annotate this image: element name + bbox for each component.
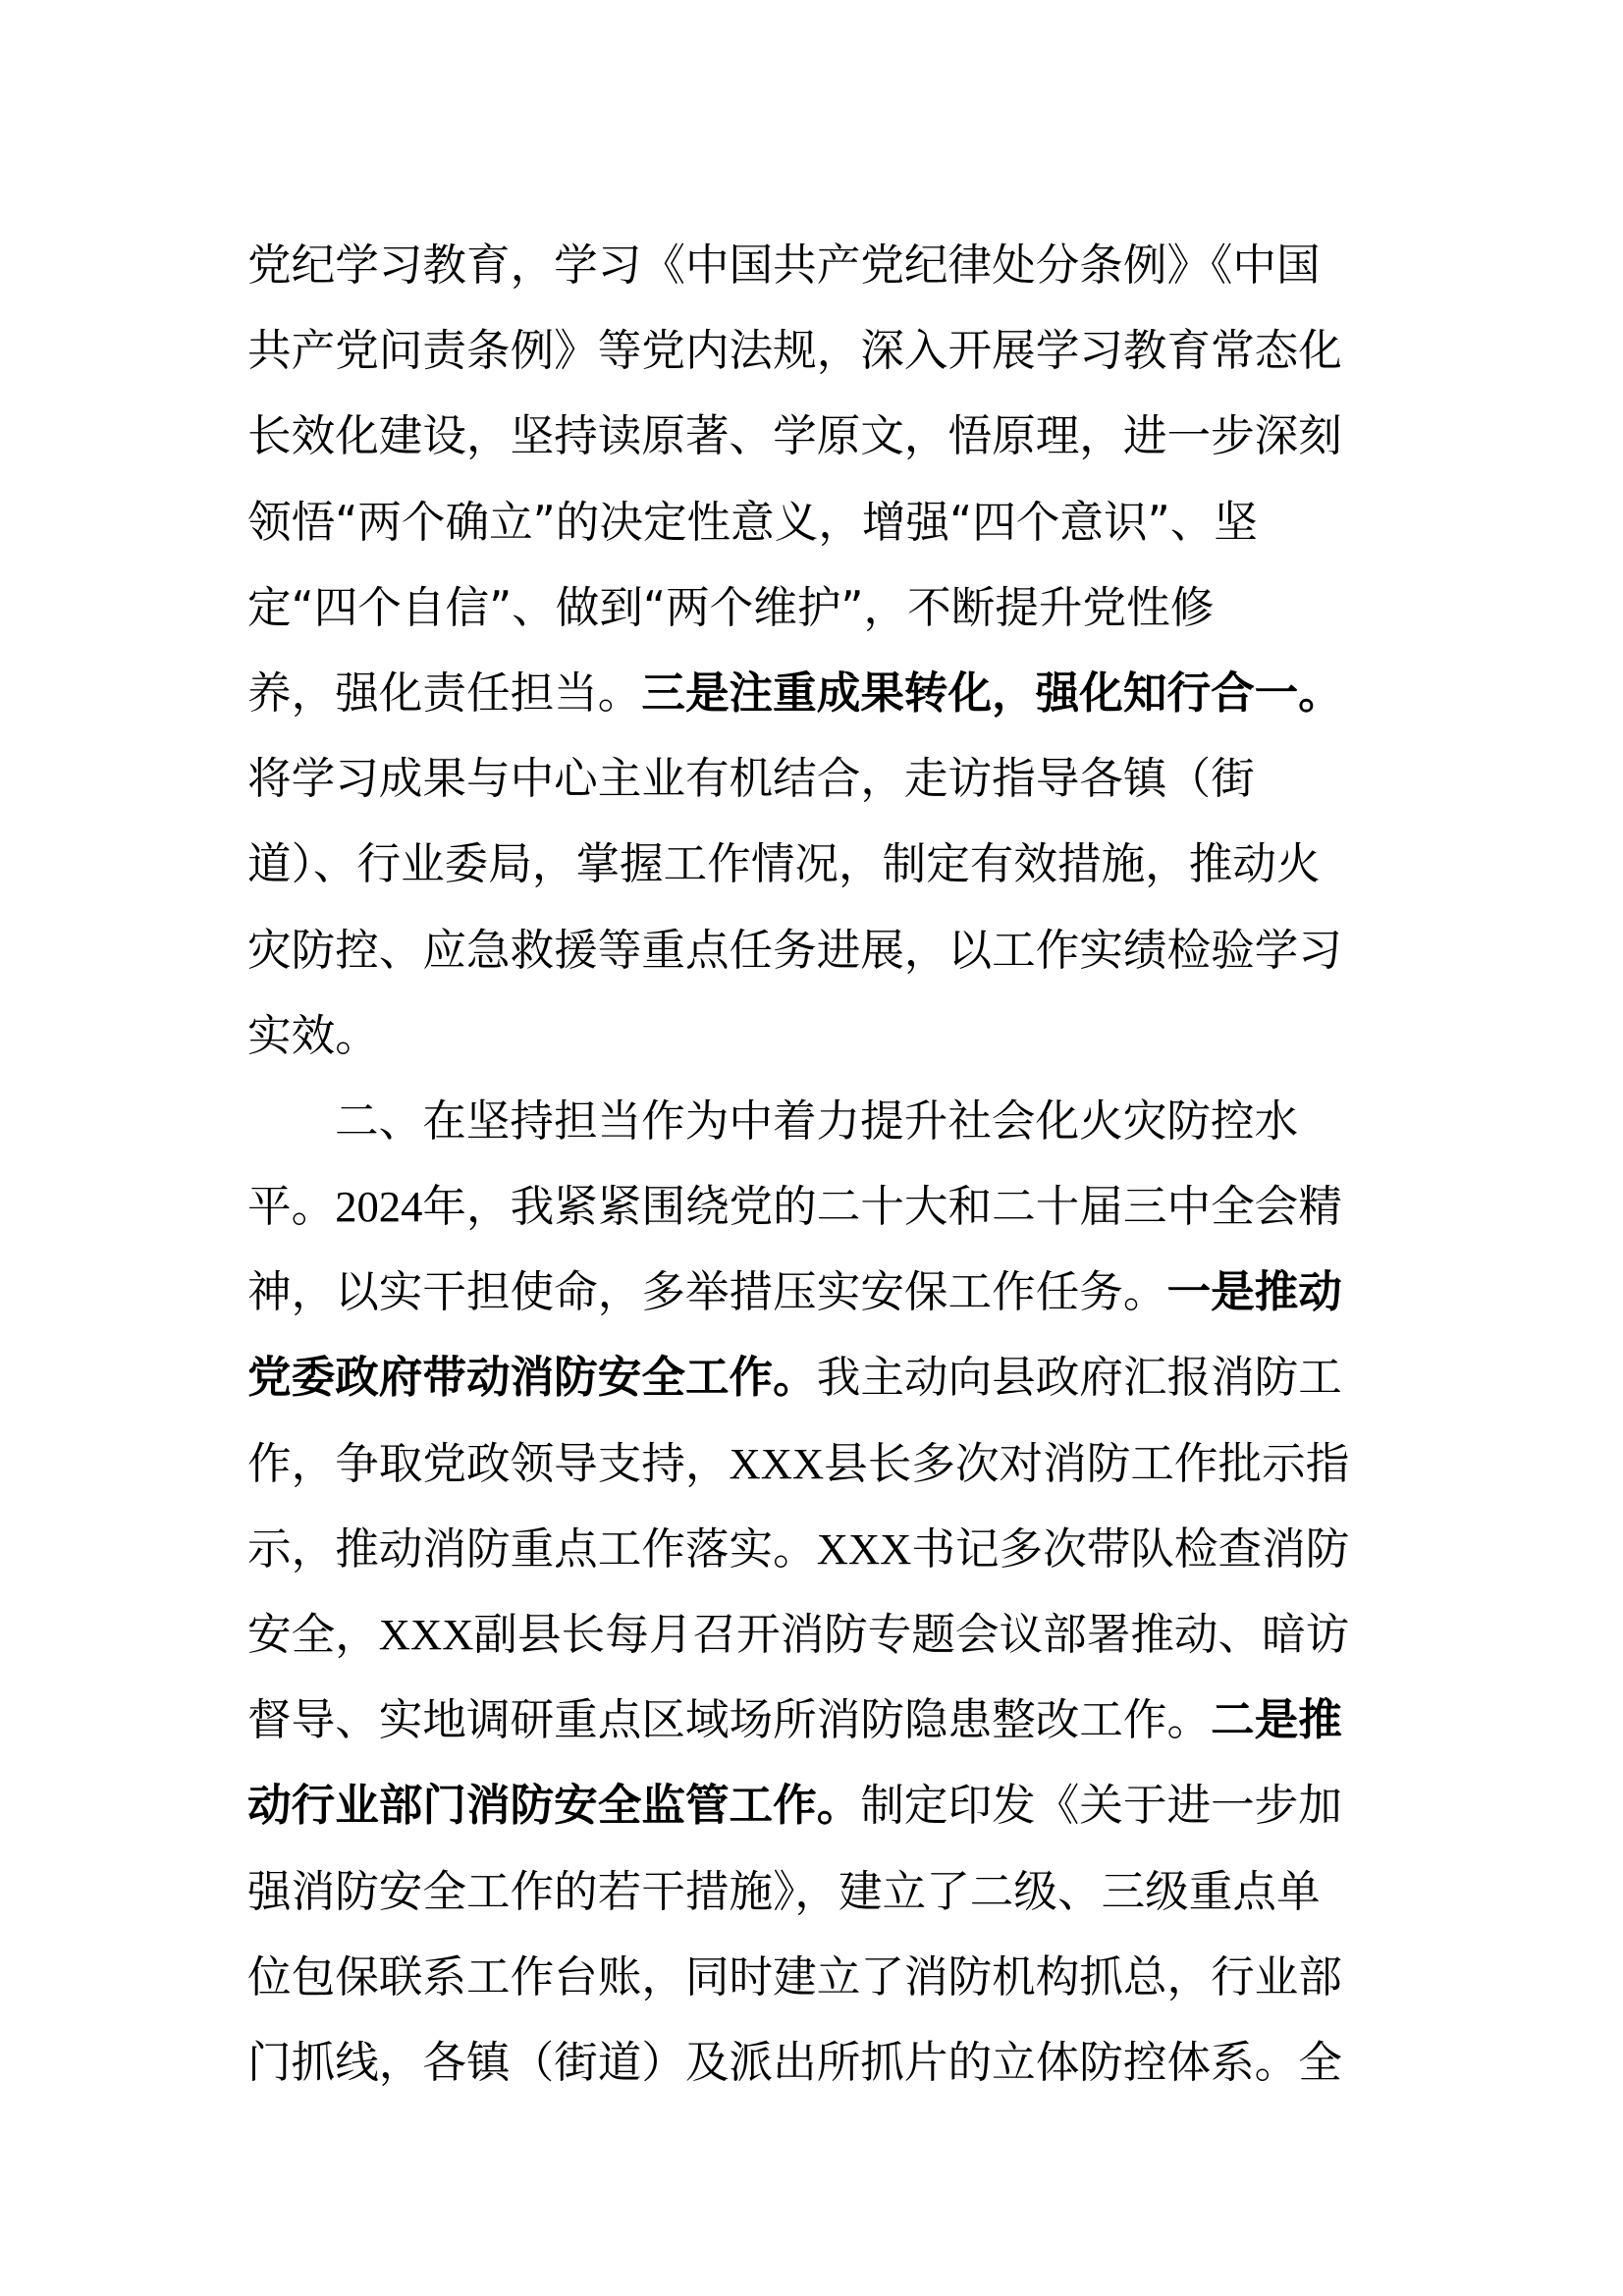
text-line (247, 1421, 1357, 1507)
text-line (247, 2020, 1357, 2106)
text-line (247, 1592, 1357, 1678)
body-text: 作，争取党政领导支持， (247, 1437, 730, 1489)
text-line (247, 651, 1357, 736)
body-text: 2024 (335, 1182, 423, 1232)
body-text: 督导、实地调研重点区域场所消防隐患整改工作。 (247, 1694, 1212, 1746)
body-text: 道）、行业委局，掌握工作情况，制定有效措施，推动火 (247, 838, 1321, 890)
body-text: 领悟“两个确立”的决定性意义，增强“四个意识”、坚 (247, 496, 1258, 548)
body-text: 平。 (247, 1181, 336, 1233)
text-line (247, 223, 1357, 308)
body-text: 神，以实干担使命，多举措压实安保工作任务。 (247, 1266, 1167, 1318)
text-line (247, 736, 1357, 822)
body-text: 实效。 (247, 1009, 379, 1061)
body-text: 示，推动消防重点工作落实。 (247, 1522, 817, 1575)
text-line (247, 1335, 1357, 1420)
text-line (247, 1763, 1357, 1848)
text-line (247, 993, 1357, 1079)
bold-heading-text: 三是注重成果转化，强化知行合一。 (641, 667, 1342, 719)
bold-heading-text: 党委政府带动消防安全工作。 (247, 1352, 817, 1404)
body-text: 强消防安全工作的若干措施》，建立了二级、三级重点单 (247, 1865, 1321, 1917)
body-text: 安全， (247, 1609, 379, 1660)
body-text: XXX (378, 1610, 474, 1659)
body-text: 长效化建设，坚持读原著、学原文，悟原理，进一步深刻 (247, 410, 1342, 462)
text-line (247, 1164, 1357, 1250)
text-line (247, 1935, 1357, 2020)
body-text: 党纪学习教育，学习《中国共产党纪律处分条例》《中国 (247, 240, 1321, 291)
body-text: 书记多次带队检查消防 (911, 1522, 1350, 1575)
bold-heading-text: 动行业部门消防安全监管工作。 (247, 1780, 861, 1832)
body-text: 门抓线，各镇（街道）及派出所抓片的立体防控体系。全 (247, 2036, 1342, 2088)
body-text: 共产党问责条例》等党内法规，深入开展学习教育常态化 (247, 325, 1342, 377)
text-line (247, 565, 1357, 651)
text-line (247, 480, 1357, 565)
bold-heading-text: 二是推 (1211, 1694, 1342, 1746)
body-text: 年，我紧紧围绕党的二十大和二十届三中全会精 (422, 1181, 1342, 1233)
document-body (247, 223, 1357, 2106)
body-text: 我主动向县政府汇报消防工 (816, 1352, 1342, 1404)
text-line (247, 1849, 1357, 1935)
body-text: 定“四个自信”、做到“两个维护”，不断提升党性修 (247, 581, 1215, 633)
bold-heading-text: 一是推动 (1166, 1266, 1342, 1318)
body-text: 将学习成果与中心主业有机结合，走访指导各镇（街 (247, 753, 1255, 805)
text-line (247, 822, 1357, 907)
text-line (247, 308, 1357, 394)
text-line (247, 1079, 1357, 1164)
text-line (247, 1678, 1357, 1763)
text-line (247, 394, 1357, 479)
text-line (247, 1250, 1357, 1335)
text-line (247, 1507, 1357, 1592)
text-line (247, 908, 1357, 993)
body-text: 养，强化责任担当。 (247, 667, 642, 719)
body-text: 制定印发《关于进一步加 (860, 1780, 1342, 1832)
body-text: XXX (816, 1523, 912, 1574)
body-text: XXX (729, 1438, 825, 1488)
body-text: 县长多次对消防工作批示指 (824, 1437, 1350, 1489)
body-text: 灾防控、应急救援等重点任务进展，以工作实绩检验学习 (247, 924, 1342, 976)
body-text: 位包保联系工作台账，同时建立了消防机构抓总，行业部 (247, 1950, 1342, 2002)
body-text: 副县长每月召开消防专题会议部署推动、暗访 (473, 1609, 1350, 1660)
body-text: 二、在坚持担当作为中着力提升社会化火灾防控水 (335, 1095, 1299, 1147)
